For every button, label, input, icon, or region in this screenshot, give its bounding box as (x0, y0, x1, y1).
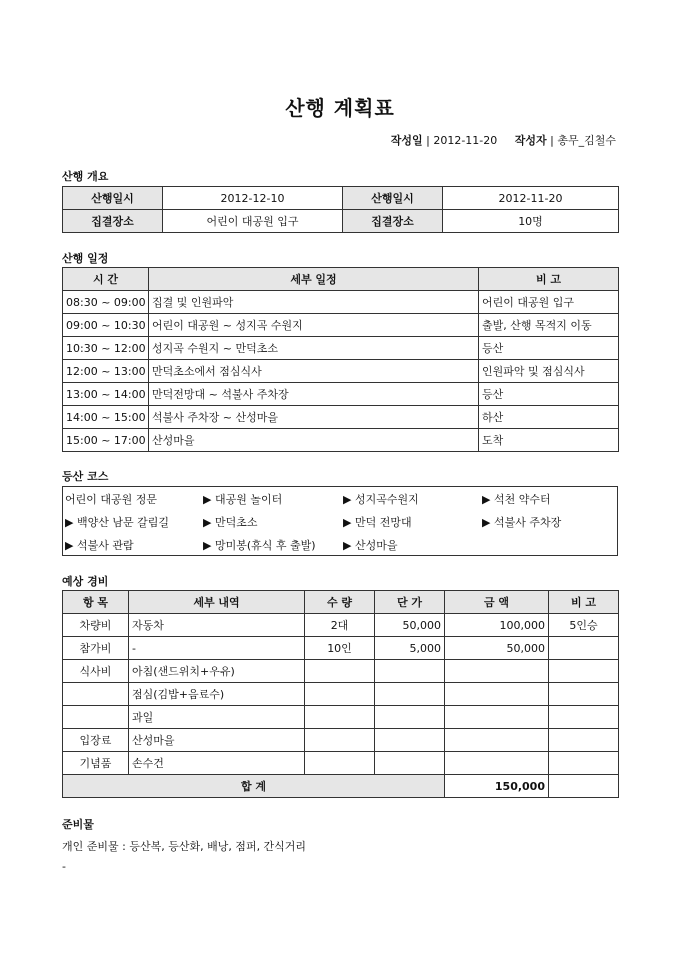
table-cell: 09:00 ~ 10:30 (63, 314, 149, 337)
table-cell: 2대 (305, 614, 375, 637)
table-row (63, 291, 619, 314)
table-cell (63, 683, 129, 706)
table-cell: 등산 (479, 337, 619, 360)
course-stop: ▶ 대공원 놀이터 (203, 493, 283, 506)
table-row (63, 429, 619, 452)
table-row (63, 683, 619, 706)
course-stop: 어린이 대공원 정문 (65, 493, 158, 506)
table-cell: 성지곡 수원지 ~ 만덕초소 (149, 337, 479, 360)
column-header: 세부 내역 (129, 591, 305, 614)
table-cell: 등산 (479, 383, 619, 406)
budget-heading: 예상 경비 (62, 575, 109, 588)
column-header: 비 고 (479, 268, 619, 291)
table-cell: 13:00 ~ 14:00 (63, 383, 149, 406)
schedule-table (62, 267, 619, 452)
course-stop: ▶ 망미봉(휴식 후 출발) (203, 539, 316, 552)
table-cell: 08:30 ~ 09:00 (63, 291, 149, 314)
table-cell: 아침(샌드위치+우유) (129, 660, 305, 683)
table-row (63, 314, 619, 337)
column-header: 금 액 (445, 591, 549, 614)
table-cell: 2012-12-10 (163, 187, 343, 210)
table-cell: 어린이 대공원 ~ 성지곡 수원지 (149, 314, 479, 337)
date-value: 2012-11-20 (433, 134, 498, 147)
column-header: 항 목 (63, 591, 129, 614)
table-cell: 인원파악 및 점심식사 (479, 360, 619, 383)
table-cell: 참가비 (63, 637, 129, 660)
table-cell: 도착 (479, 429, 619, 452)
table-cell: 기념품 (63, 752, 129, 775)
table-cell: 어린이 대공원 입구 (479, 291, 619, 314)
column-header: 세부 일정 (149, 268, 479, 291)
table-cell: 차량비 (63, 614, 129, 637)
table-cell (549, 752, 619, 775)
budget-table (62, 590, 619, 798)
table-cell: 50,000 (445, 637, 549, 660)
table-cell (445, 683, 549, 706)
column-header: 수 량 (305, 591, 375, 614)
table-cell (549, 706, 619, 729)
table-cell: 산성마을 (129, 729, 305, 752)
table-cell (375, 729, 445, 752)
table-row (63, 729, 619, 752)
course-stop: ▶ 성지곡수원지 (343, 493, 419, 506)
table-cell: 5인승 (549, 614, 619, 637)
table-cell: 집결장소 (63, 210, 163, 233)
table-cell: 2012-11-20 (443, 187, 619, 210)
separator: | (550, 134, 554, 147)
page-title: 산행 계획표 (285, 96, 395, 120)
table-cell: 집결장소 (343, 210, 443, 233)
table-cell (549, 637, 619, 660)
supplies-heading: 준비물 (62, 818, 94, 831)
course-stop: ▶ 만덕 전망대 (343, 516, 412, 529)
table-cell: 15:00 ~ 17:00 (63, 429, 149, 452)
table-cell: 50,000 (375, 614, 445, 637)
table-header-row (63, 268, 619, 291)
table-cell (445, 706, 549, 729)
table-cell: 과일 (129, 706, 305, 729)
table-cell: - (129, 637, 305, 660)
table-cell (549, 683, 619, 706)
column-header: 단 가 (375, 591, 445, 614)
table-cell: 입장료 (63, 729, 129, 752)
table-cell: 점심(김밥+음료수) (129, 683, 305, 706)
table-cell (549, 660, 619, 683)
course-stop: ▶ 만덕초소 (203, 516, 258, 529)
course-stop: ▶ 석천 약수터 (482, 493, 551, 506)
table-cell (549, 729, 619, 752)
course-stop: ▶ 석불사 관람 (65, 539, 134, 552)
table-row (63, 660, 619, 683)
table-cell (63, 706, 129, 729)
table-cell: 산행일시 (343, 187, 443, 210)
table-cell: 10명 (443, 210, 619, 233)
supplies-line: 개인 준비물 : 등산복, 등산화, 배낭, 점퍼, 간식거리 (62, 840, 307, 853)
table-cell (305, 729, 375, 752)
table-cell (375, 752, 445, 775)
table-cell: 자동차 (129, 614, 305, 637)
course-heading: 등산 코스 (62, 470, 109, 483)
table-cell (305, 683, 375, 706)
table-row (63, 210, 619, 233)
table-cell: 산성마을 (149, 429, 479, 452)
table-cell: 12:00 ~ 13:00 (63, 360, 149, 383)
table-cell (305, 660, 375, 683)
table-cell: 석불사 주차장 ~ 산성마을 (149, 406, 479, 429)
table-cell (375, 706, 445, 729)
table-row (63, 337, 619, 360)
table-cell: 하산 (479, 406, 619, 429)
table-row (63, 614, 619, 637)
table-cell (549, 775, 619, 798)
table-row (63, 383, 619, 406)
table-row (63, 637, 619, 660)
table-cell: 집결 및 인원파악 (149, 291, 479, 314)
total-row (63, 775, 619, 798)
table-cell: 만덕초소에서 점심식사 (149, 360, 479, 383)
table-cell: 손수건 (129, 752, 305, 775)
author-value: 총무_김철수 (557, 134, 616, 147)
course-stop: ▶ 석불사 주차장 (482, 516, 562, 529)
total-label: 합 계 (63, 775, 445, 798)
column-header: 비 고 (549, 591, 619, 614)
separator: | (426, 134, 430, 147)
supplies-line: - (62, 860, 66, 873)
table-cell (445, 729, 549, 752)
author-label: 작성자 (514, 134, 547, 147)
table-cell: 출발, 산행 목적지 이동 (479, 314, 619, 337)
table-header-row (63, 591, 619, 614)
table-row (63, 706, 619, 729)
overview-table (62, 186, 619, 233)
table-row (63, 360, 619, 383)
table-cell (375, 683, 445, 706)
table-cell: 100,000 (445, 614, 549, 637)
table-cell (305, 706, 375, 729)
course-box (62, 486, 618, 556)
schedule-heading: 산행 일정 (62, 252, 109, 265)
course-stop: ▶ 백양산 남문 갈림길 (65, 516, 169, 529)
table-cell: 5,000 (375, 637, 445, 660)
total-value: 150,000 (445, 775, 549, 798)
table-row (63, 406, 619, 429)
doc-meta (391, 132, 616, 148)
table-cell: 10:30 ~ 12:00 (63, 337, 149, 360)
table-cell: 10인 (305, 637, 375, 660)
table-cell (305, 752, 375, 775)
date-label: 작성일 (390, 134, 423, 147)
table-cell (445, 752, 549, 775)
table-cell: 산행일시 (63, 187, 163, 210)
table-row (63, 187, 619, 210)
table-cell: 식사비 (63, 660, 129, 683)
table-cell: 만덕전망대 ~ 석불사 주차장 (149, 383, 479, 406)
column-header: 시 간 (63, 268, 149, 291)
table-cell: 14:00 ~ 15:00 (63, 406, 149, 429)
table-cell (375, 660, 445, 683)
table-cell (445, 660, 549, 683)
table-row (63, 752, 619, 775)
course-stop: ▶ 산성마을 (343, 539, 398, 552)
overview-heading: 산행 개요 (62, 170, 109, 183)
table-cell: 어린이 대공원 입구 (163, 210, 343, 233)
